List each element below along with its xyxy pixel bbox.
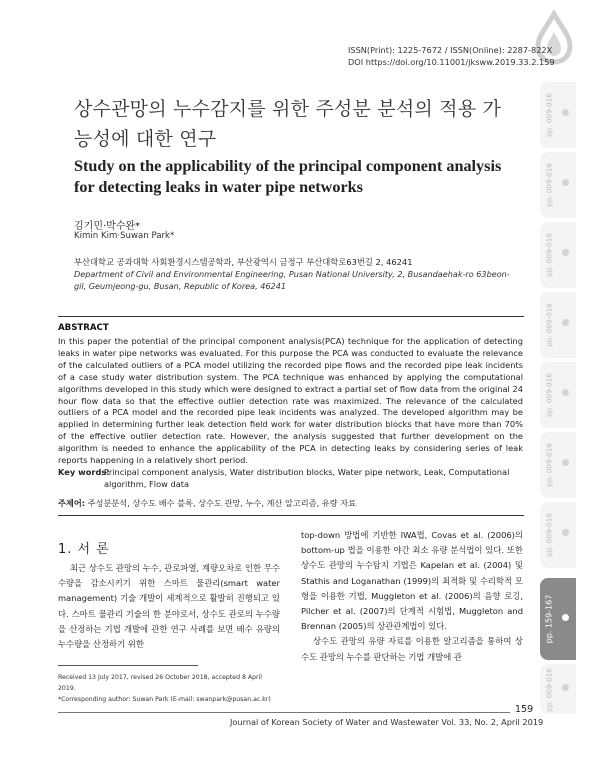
footer-rule bbox=[58, 712, 510, 713]
tab-dot-icon bbox=[562, 249, 569, 256]
footnote-corresponding: *Corresponding author: Suwan Park (E-mail: swanpark@pusan.ac.kr) bbox=[58, 696, 271, 703]
section-heading-introduction: 1. 서 론 bbox=[58, 542, 110, 557]
side-tab[interactable] bbox=[540, 432, 576, 498]
keywords-korean-label: 주제어: bbox=[58, 498, 86, 508]
tab-dot-icon bbox=[562, 614, 569, 621]
doi-line: DOI https://doi.org/10.11001/jksww.2019.33.2.159 bbox=[348, 57, 555, 67]
side-tab-label: pp. 009-016 bbox=[544, 93, 554, 137]
tab-dot-icon bbox=[562, 179, 569, 186]
affiliation-korean: 부산대학교 공과대학 사회환경시스템공학과, 부산광역시 금정구 부산대학로63번길 2, 46241 bbox=[74, 257, 413, 267]
side-tab[interactable] bbox=[540, 222, 576, 288]
abstract-bottom-rule bbox=[58, 515, 524, 516]
side-tab[interactable] bbox=[540, 502, 576, 568]
side-tab[interactable] bbox=[540, 292, 576, 358]
side-tab-label: pp. 009-016 bbox=[544, 373, 554, 417]
tab-dot-icon bbox=[562, 684, 569, 691]
side-tab-label: pp. 009-016 bbox=[544, 668, 554, 712]
abstract-text: In this paper the potential of the principal component analysis(PCA) technique for the application of detecting leaks in water pipe networks was evaluated. For this purpose the PCA was conducted to evaluate the relevance of the calculated outliers of a PCA model utilizing the recorded pipe flows and the recorded pipe leak incidents of a case study water distribution system. The PCA technique was enhanced by applying the computational algorithms developed in this study which were designed to extract a partial set of flow data from the original 24 hour flow data so that the effective outlier detection rate was maximized. The relevance of the calculated outliers of a PCA model and the recorded pipe leak incidents was analyzed. The developed algorithm may be applied in determining further leak detection field work for water distribution blocks that have more than 70% of the effective outlier detection rate. However, the analysis suggested that further development on the algorithm is needed to enhance the applicability of the PCA in detecting leaks by considering series of leak reports happening in a relatively short period. bbox=[58, 336, 523, 466]
abstract-top-rule bbox=[58, 316, 524, 317]
authors-english: Kimin Kim·Suwan Park* bbox=[74, 231, 175, 241]
side-tab-label: pp. 009-016 bbox=[544, 163, 554, 207]
tab-dot-icon bbox=[562, 319, 569, 326]
abstract-heading: ABSTRACT bbox=[58, 323, 109, 333]
keywords-label: Key words: bbox=[58, 467, 110, 477]
keywords-text: Principal component analysis, Water distribution blocks, Water pipe network, Leak, Computational algorithm, Flow data bbox=[104, 467, 510, 489]
authors-korean: 김기민·박수완* bbox=[74, 221, 141, 232]
right-column-paragraph-1: top-down 방법에 기반한 IWA법, Covas et al. (2006)의 bottom-up 법을 이용한 야간 최소 유량 분석법이 있다. 또한 상수도 관망의 누수탐지 기법은 Kapelan et al. (2004) 및 Stathis and Loganathan (1999)의 최적화 및 수리학적 모형을 이용한 기법, Muggleton et al. (2006)의 음향 로깅, Pilcher et al. (2007)의 단계적 시험법, Muggleton and Brennan (2005)의 상관관계법이 있다. bbox=[301, 530, 523, 632]
footnote-received: Received 13 July 2017, revised 26 October 2018, accepted 8 April 2019. bbox=[58, 674, 263, 692]
side-tab-label: pp. 009-016 bbox=[544, 443, 554, 487]
title-korean: 상수관망의 누수감지를 위한 주성분 분석의 적용 가능성에 대한 연구 bbox=[74, 98, 502, 150]
body-right-column bbox=[301, 528, 523, 665]
side-tab-label: pp. 009-016 bbox=[544, 513, 554, 557]
tab-dot-icon bbox=[562, 389, 569, 396]
page-number: 159 bbox=[515, 704, 534, 715]
keywords-korean bbox=[58, 498, 356, 509]
keywords bbox=[58, 466, 528, 490]
affiliation-english: Department of Civil and Environmental Engineering, Pusan National University, 2, Busandaehak-ro 63beon-gil, Geumjeong-gu, Busan, Republic of Korea, 46241 bbox=[74, 269, 510, 291]
side-tab[interactable] bbox=[540, 362, 576, 428]
side-tab-label: pp. 159-167 bbox=[544, 594, 554, 644]
footnote-rule bbox=[58, 665, 198, 666]
tab-dot-icon bbox=[562, 109, 569, 116]
right-column-paragraph-2: 상수도 관망의 유량 자료를 이용한 알고리즘을 통하여 상수도 관망의 누수를 판단하는 기법 개발에 관 bbox=[301, 636, 523, 662]
side-tab-active[interactable] bbox=[540, 578, 576, 660]
side-tab[interactable] bbox=[540, 82, 576, 148]
journal-footer: Journal of Korean Society of Water and Wastewater Vol. 33, No. 2, April 2019 bbox=[230, 717, 544, 727]
footnote bbox=[58, 672, 280, 705]
side-tab-label: pp. 009-016 bbox=[544, 303, 554, 347]
tab-dot-icon bbox=[562, 529, 569, 536]
issn-line: ISSN(Print): 1225-7672 / ISSN(Online): 2287-822X bbox=[348, 45, 553, 55]
side-tab[interactable] bbox=[540, 152, 576, 218]
issn-doi-block bbox=[348, 44, 555, 68]
body-left-column: 최근 상수도 관망의 누수, 관로파열, 계량오차로 인한 무수수량을 감소시키기 위한 스마트 물관리(smart water management) 기술 개발이 세계적으로 활발히 진행되고 있다. 스마트 물관리 기술의 한 분야로서, 상수도 관로의 누수량을 산정하는 기법 개발에 관한 연구 사례를 보면 배수 유량의 누수량을 산정하기 위한 bbox=[58, 563, 280, 650]
side-tab[interactable] bbox=[540, 664, 576, 714]
side-tab-label: pp. 009-016 bbox=[544, 233, 554, 277]
keywords-korean-text: 주성분분석, 상수도 배수 블록, 상수도 관망, 누수, 계산 알고리즘, 유량 자료 bbox=[87, 498, 357, 508]
title-english: Study on the applicability of the principal component analysis for detecting leaks in water pipe networks bbox=[74, 157, 502, 196]
tab-dot-icon bbox=[562, 459, 569, 466]
